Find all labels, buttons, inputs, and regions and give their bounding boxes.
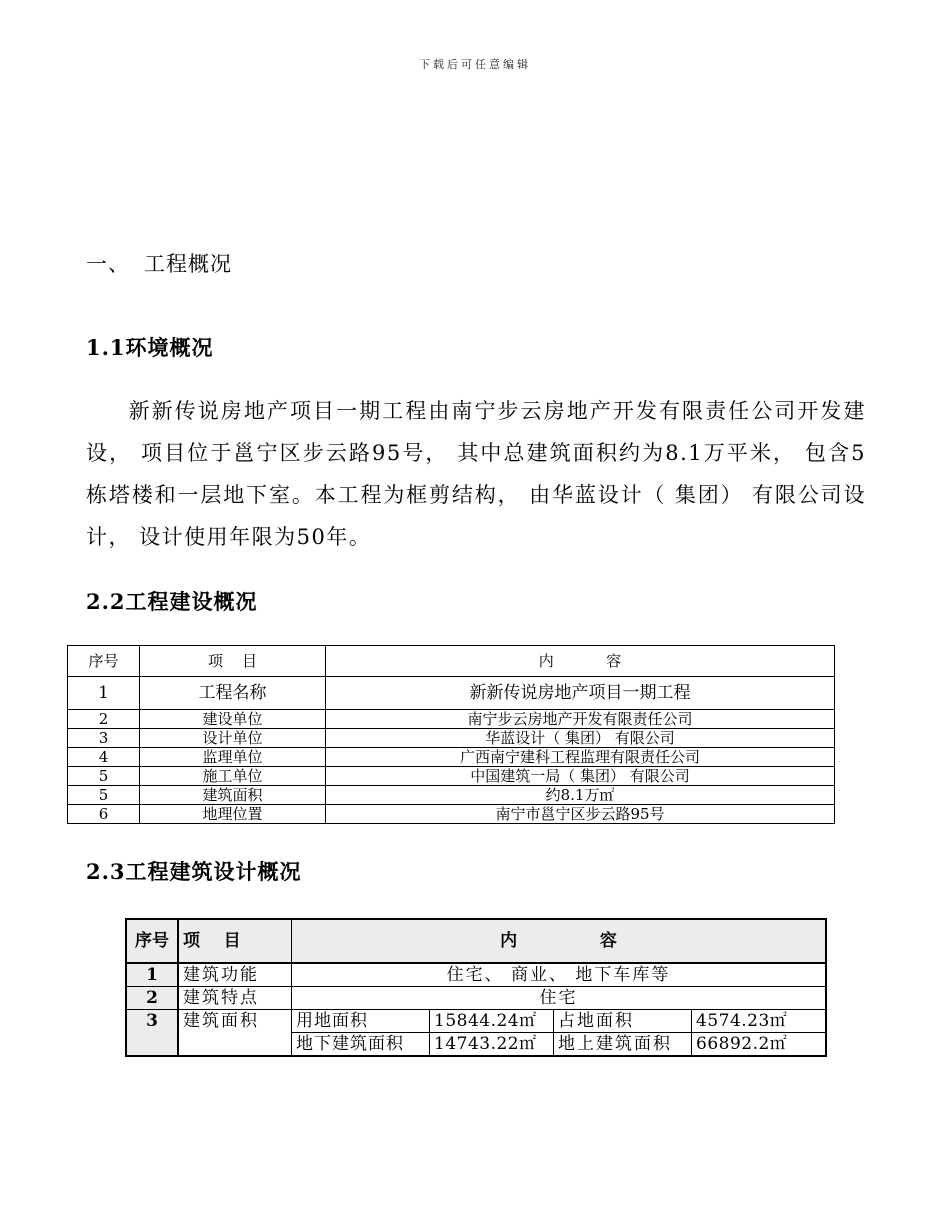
sub-value: 4574.23㎡ <box>692 1010 827 1033</box>
row-item: 工程名称 <box>140 677 326 710</box>
subsection-2-2-title: 2.2工程建设概况 <box>86 589 258 614</box>
row-item: 建筑面积 <box>178 1010 292 1057</box>
row-item: 建筑功能 <box>178 963 292 987</box>
header-seq: 序号 <box>126 919 178 963</box>
row-content: 南宁步云房地产开发有限责任公司 <box>326 710 835 729</box>
row-seq: 1 <box>68 677 140 710</box>
row-item: 建筑特点 <box>178 987 292 1010</box>
section-title: 工程概况 <box>144 252 232 276</box>
header-item: 项 目 <box>140 646 326 677</box>
row-content: 新新传说房地产项目一期工程 <box>326 677 835 710</box>
table-header-row <box>68 646 835 677</box>
row-seq: 2 <box>126 987 178 1010</box>
table-row <box>126 963 826 987</box>
row-content: 约8.1万㎡ <box>326 786 835 805</box>
row-content: 华蓝设计（ 集团） 有限公司 <box>326 729 835 748</box>
header-content: 内 容 <box>326 646 835 677</box>
row-seq: 3 <box>126 1010 178 1057</box>
row-seq: 5 <box>68 767 140 786</box>
row-item: 监理单位 <box>140 748 326 767</box>
row-content: 住宅 <box>292 987 827 1010</box>
section-heading-1 <box>86 248 232 278</box>
row-content: 南宁市邕宁区步云路95号 <box>326 805 835 824</box>
header-note: 下载后可任意编辑 <box>419 58 531 71</box>
section-number: 一、 <box>86 252 130 276</box>
table-header-row <box>126 919 826 963</box>
row-seq: 5 <box>68 786 140 805</box>
table-row <box>68 677 835 710</box>
table-row <box>68 805 835 824</box>
header-seq: 序号 <box>68 646 140 677</box>
header-item: 项 目 <box>178 919 292 963</box>
table-row <box>68 729 835 748</box>
row-seq: 3 <box>68 729 140 748</box>
sub-label: 地下建筑面积 <box>292 1033 430 1057</box>
subsection-1-1-title: 1.1环境概况 <box>86 335 214 360</box>
architectural-design-table <box>125 918 827 1057</box>
row-item: 施工单位 <box>140 767 326 786</box>
row-item: 建设单位 <box>140 710 326 729</box>
header-content: 内 容 <box>292 919 827 963</box>
table-row <box>68 748 835 767</box>
sub-label: 地上建筑面积 <box>554 1033 692 1057</box>
row-seq: 6 <box>68 805 140 824</box>
sub-label: 用地面积 <box>292 1010 430 1033</box>
row-content: 中国建筑一局（ 集团） 有限公司 <box>326 767 835 786</box>
row-seq: 4 <box>68 748 140 767</box>
row-seq: 2 <box>68 710 140 729</box>
subsection-2-3-title: 2.3工程建筑设计概况 <box>86 859 302 884</box>
sub-label: 占地面积 <box>554 1010 692 1033</box>
row-seq: 1 <box>126 963 178 987</box>
construction-overview-table <box>67 645 835 824</box>
row-content: 住宅、 商业、 地下车库等 <box>292 963 827 987</box>
overview-paragraph <box>86 390 866 558</box>
table-row <box>126 987 826 1010</box>
table-row <box>68 710 835 729</box>
table-row <box>68 767 835 786</box>
sub-value: 14743.22㎡ <box>430 1033 554 1057</box>
sub-value: 66892.2㎡ <box>692 1033 827 1057</box>
table-row <box>126 1010 826 1033</box>
row-item: 地理位置 <box>140 805 326 824</box>
table-row <box>68 786 835 805</box>
row-item: 建筑面积 <box>140 786 326 805</box>
row-item: 设计单位 <box>140 729 326 748</box>
sub-value: 15844.24㎡ <box>430 1010 554 1033</box>
row-content: 广西南宁建科工程监理有限责任公司 <box>326 748 835 767</box>
overview-text: 新新传说房地产项目一期工程由南宁步云房地产开发有限责任公司开发建设， 项目位于邕宁区步云路95号， 其中总建筑面积约为8.1万平米， 包含5栋塔楼和一层地下室。本工程为框剪结构， 由华蓝设计（ 集团） 有限公司设计， 设计使用年限为50年。 <box>86 399 866 549</box>
